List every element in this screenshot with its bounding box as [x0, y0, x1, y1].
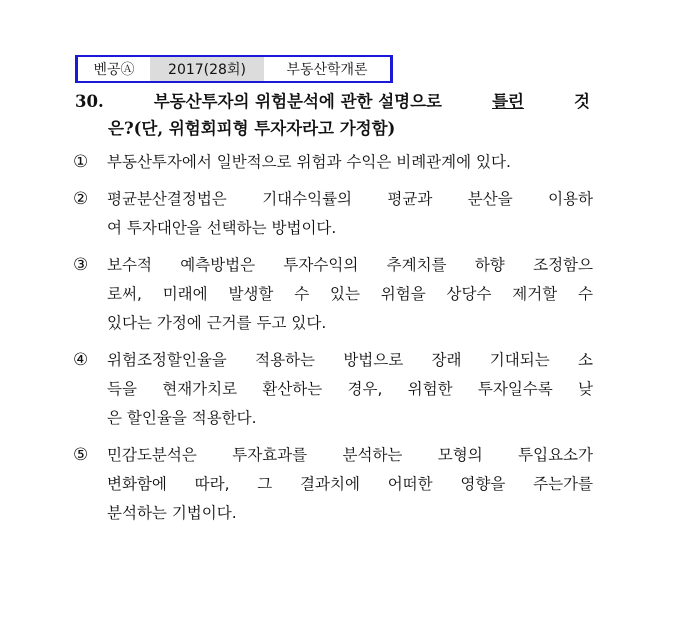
option-text-line: 있다는 가정에 근거를 두고 있다. — [107, 314, 327, 332]
option-number: ③ — [73, 255, 89, 275]
option-text-line: 보수적 예측방법은 투자수익의 추계치를 하향 조정함으 — [107, 256, 593, 274]
option-number: ① — [73, 152, 89, 172]
exam-subject-label: 벤공Ⓐ — [75, 55, 150, 83]
question-line-2: 은?(단, 위험회피형 투자자라고 가정함) — [108, 119, 396, 138]
option-text-line: 부동산투자에서 일반적으로 위험과 수익은 비례관계에 있다. — [107, 153, 511, 171]
option-number: ④ — [73, 350, 89, 370]
question-stem — [75, 88, 590, 142]
exam-course-label: 부동산학개론 — [264, 55, 393, 83]
option-text-line: 득을 현재가치로 환산하는 경우, 위험한 투자일수록 낮 — [107, 380, 593, 398]
exam-year-label: 2017(28회) — [150, 55, 264, 83]
option-number: ⑤ — [73, 445, 89, 465]
answer-option-3[interactable] — [73, 251, 593, 338]
question-line-1 — [75, 88, 590, 115]
option-text-line: 민감도분석은 투자효과를 분석하는 모형의 투입요소가 — [107, 446, 593, 464]
option-text-line: 분석하는 기법이다. — [107, 504, 237, 522]
question-text-after: 것 — [574, 92, 590, 111]
exam-header — [75, 55, 393, 83]
answer-option-1[interactable] — [73, 148, 593, 177]
question-text-before: 부동산투자의 위험분석에 관한 설명으로 — [153, 92, 442, 111]
option-text-line: 평균분산결정법은 기대수익률의 평균과 분산을 이용하 — [107, 190, 593, 208]
option-text-line: 은 할인율을 적용한다. — [107, 409, 257, 427]
answer-option-5[interactable] — [73, 441, 593, 528]
question-underlined-word: 틀린 — [492, 92, 524, 111]
option-number: ② — [73, 189, 89, 209]
option-text-line: 위험조정할인율을 적용하는 방법으로 장래 기대되는 소 — [107, 351, 593, 369]
option-text-line: 여 투자대안을 선택하는 방법이다. — [107, 219, 337, 237]
option-text-line: 로써, 미래에 발생할 수 있는 위험을 상당수 제거할 수 — [107, 285, 593, 303]
answer-option-2[interactable] — [73, 185, 593, 243]
answer-options — [73, 148, 593, 536]
question-number: 30. — [75, 92, 104, 111]
option-text-line: 변화함에 따라, 그 결과치에 어떠한 영향을 주는가를 — [107, 475, 593, 493]
answer-option-4[interactable] — [73, 346, 593, 433]
